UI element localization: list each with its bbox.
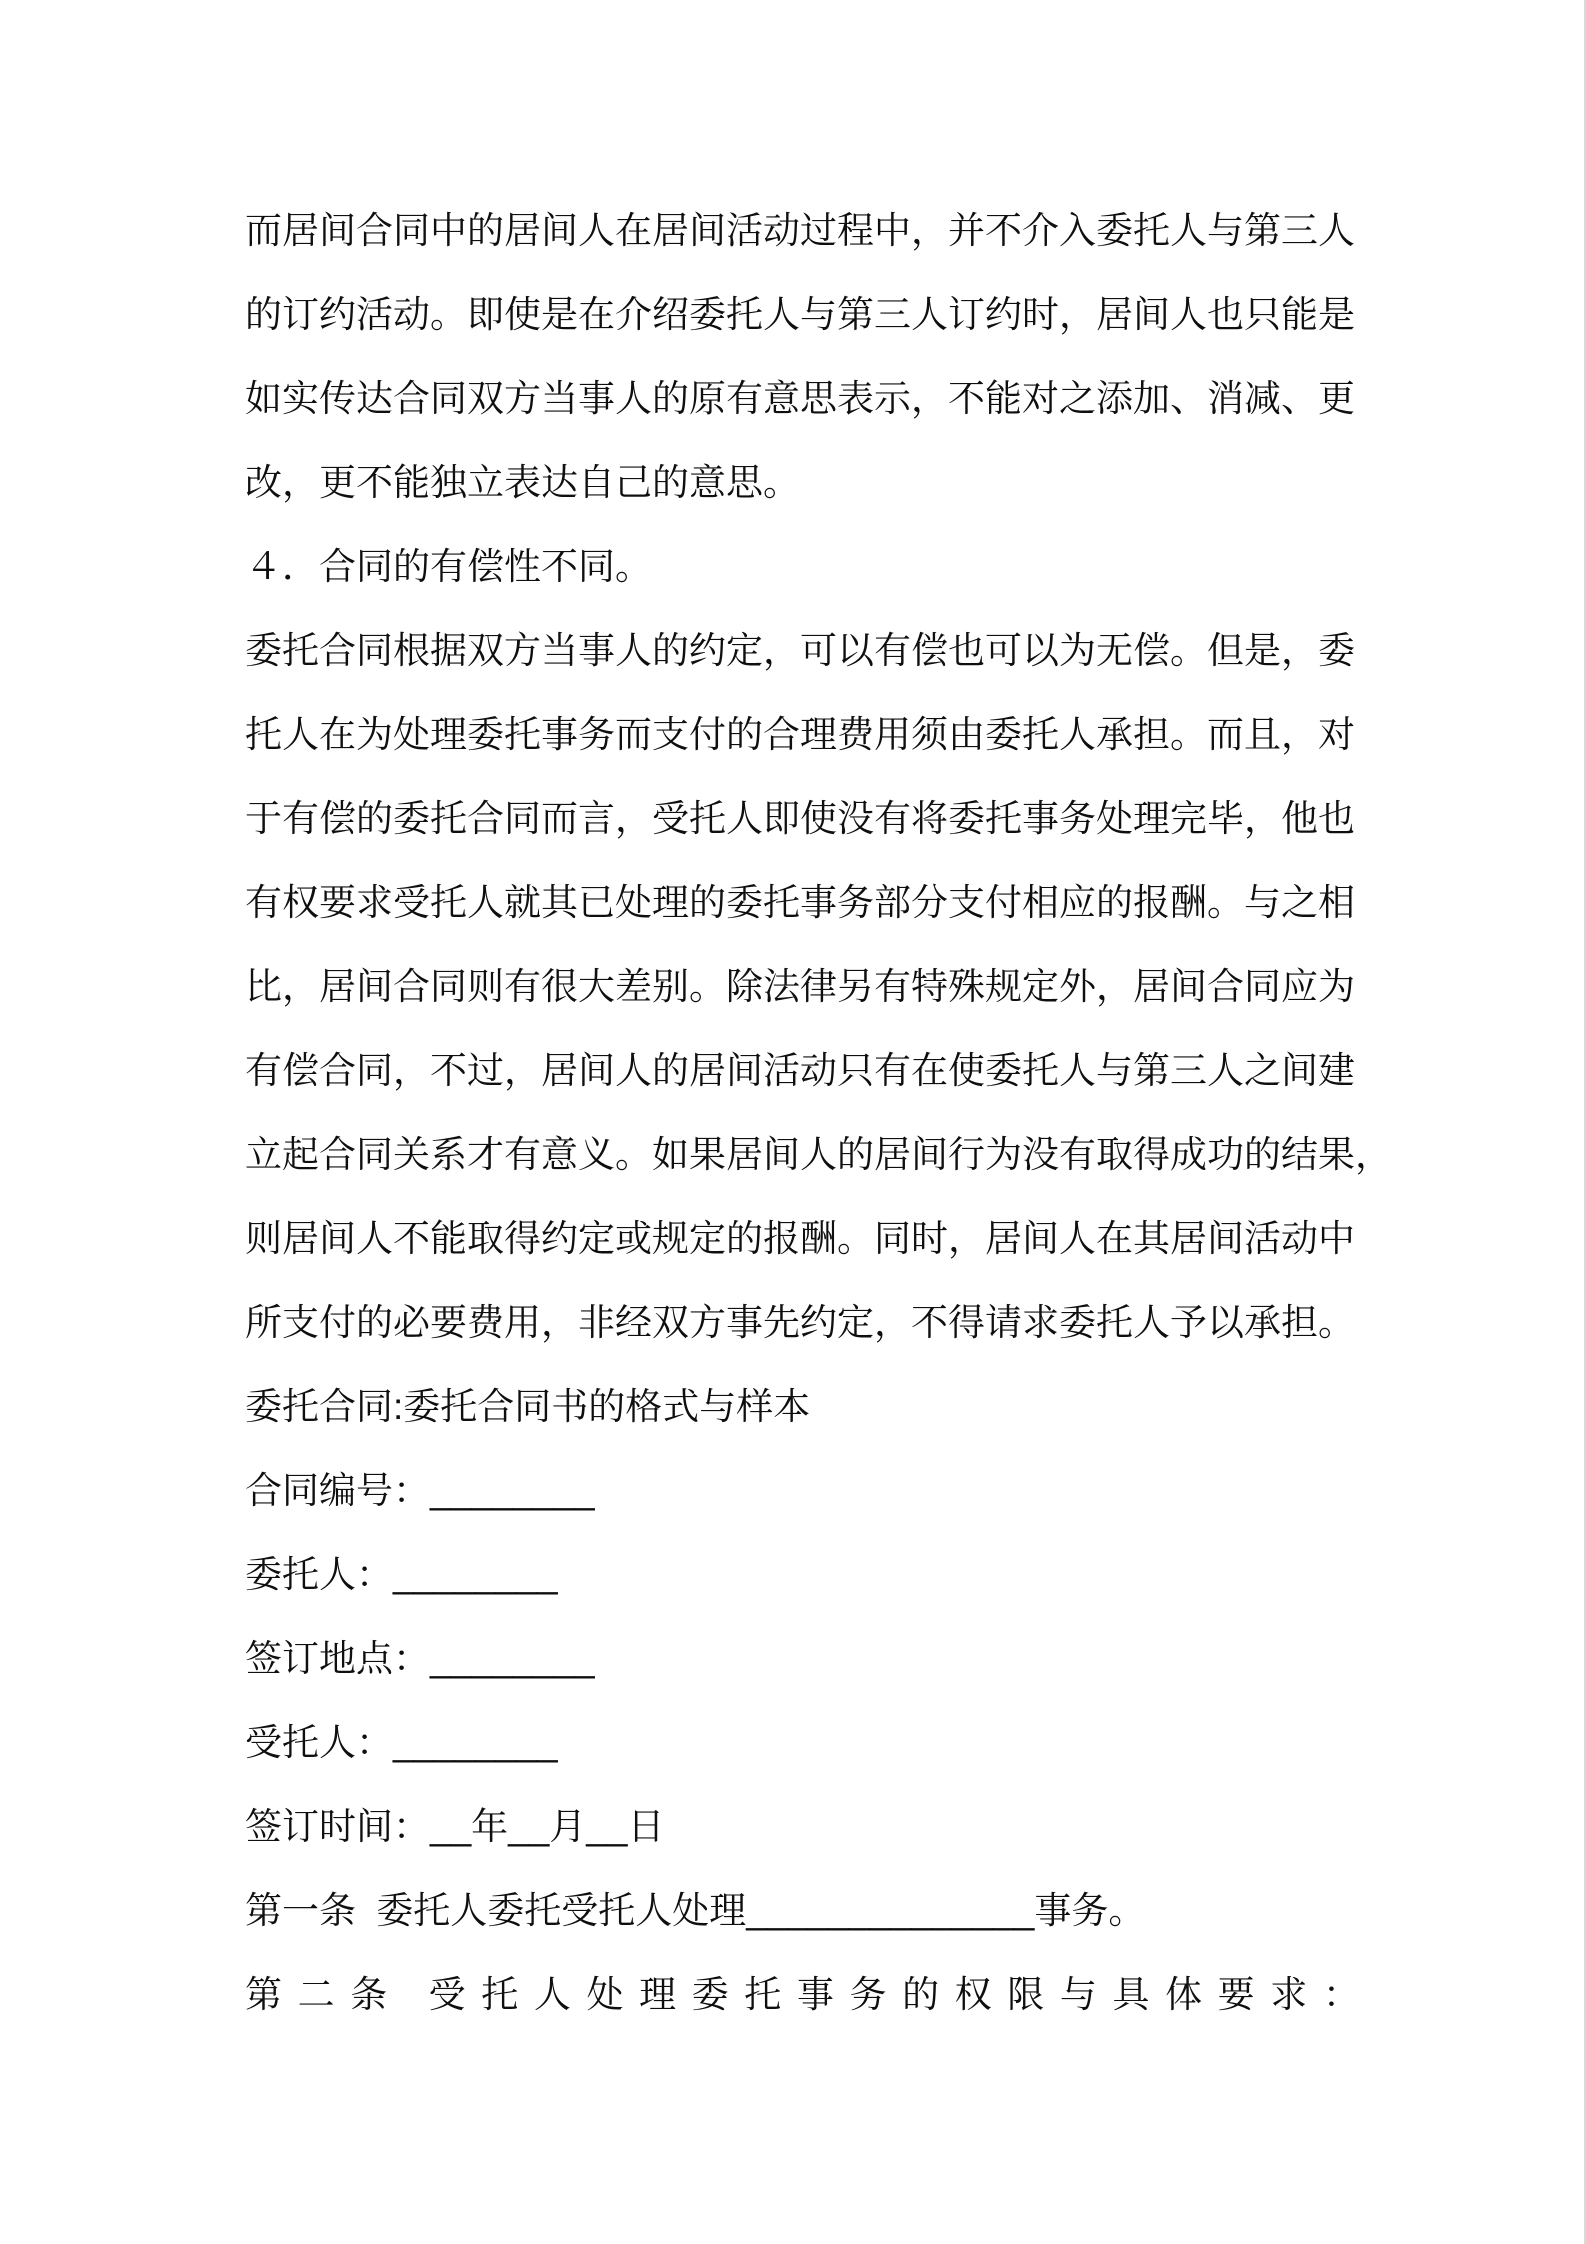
text-line: 委托合同根据双方当事人的约定，可以有偿也可以为无偿。但是，委 <box>245 630 1355 671</box>
field-contract-number <box>245 1449 1445 1533</box>
text-line: 比，居间合同则有很大差别。除法律另有特殊规定外，居间合同应为 <box>245 966 1355 1007</box>
field-blank: __年__月__日 <box>430 1806 665 1847</box>
text-line: 所支付的必要费用，非经双方事先约定，不得请求委托人予以承担。 <box>245 1302 1355 1343</box>
section-heading: ４．合同的有偿性不同。 <box>245 546 652 587</box>
text-line: 改，更不能独立表达自己的意思。 <box>245 462 800 503</box>
field-signing-place <box>245 1617 1445 1701</box>
article-1: 第一条 委托人委托受托人处理______________事务。 <box>245 1890 1146 1931</box>
text-line: 立起合同关系才有意义。如果居间人的居间行为没有取得成功的结果， <box>245 1134 1392 1175</box>
text-line: 的订约活动。即使是在介绍委托人与第三人订约时，居间人也只能是 <box>245 294 1355 335</box>
text-line: 托人在为处理委托事务而支付的合理费用须由委托人承担。而且，对 <box>245 714 1355 755</box>
field-signing-time <box>245 1785 1445 1869</box>
document-body <box>245 189 1445 2037</box>
text-line: 有偿合同，不过，居间人的居间活动只有在使委托人与第三人之间建 <box>245 1050 1355 1091</box>
field-blank: ________ <box>393 1722 558 1763</box>
field-label: 受托人： <box>245 1722 393 1763</box>
field-label: 合同编号： <box>245 1470 430 1511</box>
paragraph-intermediary-role <box>245 189 1445 525</box>
contract-title: 委托合同:委托合同书的格式与样本 <box>245 1386 811 1427</box>
field-blank: ________ <box>430 1638 595 1679</box>
text-line: 则居间人不能取得约定或规定的报酬。同时，居间人在其居间活动中 <box>245 1218 1355 1259</box>
text-line: 如实传达合同双方当事人的原有意思表示，不能对之添加、消减、更 <box>245 378 1355 419</box>
text-line: 而居间合同中的居间人在居间活动过程中，并不介入委托人与第三人 <box>245 210 1355 251</box>
paragraph-compensation <box>245 609 1445 1365</box>
field-agent <box>245 1701 1445 1785</box>
text-line: 有权要求受托人就其已处理的委托事务部分支付相应的报酬。与之相 <box>245 882 1355 923</box>
field-blank: ________ <box>430 1470 595 1511</box>
article-2: 第二条 受托人处理委托事务的权限与具体要求： <box>245 1974 1376 2015</box>
text-line: 于有偿的委托合同而言，受托人即使没有将委托事务处理完毕，他也 <box>245 798 1355 839</box>
field-blank: ________ <box>393 1554 558 1595</box>
field-label: 签订时间： <box>245 1806 430 1847</box>
field-principal <box>245 1533 1445 1617</box>
field-label: 签订地点： <box>245 1638 430 1679</box>
field-label: 委托人： <box>245 1554 393 1595</box>
